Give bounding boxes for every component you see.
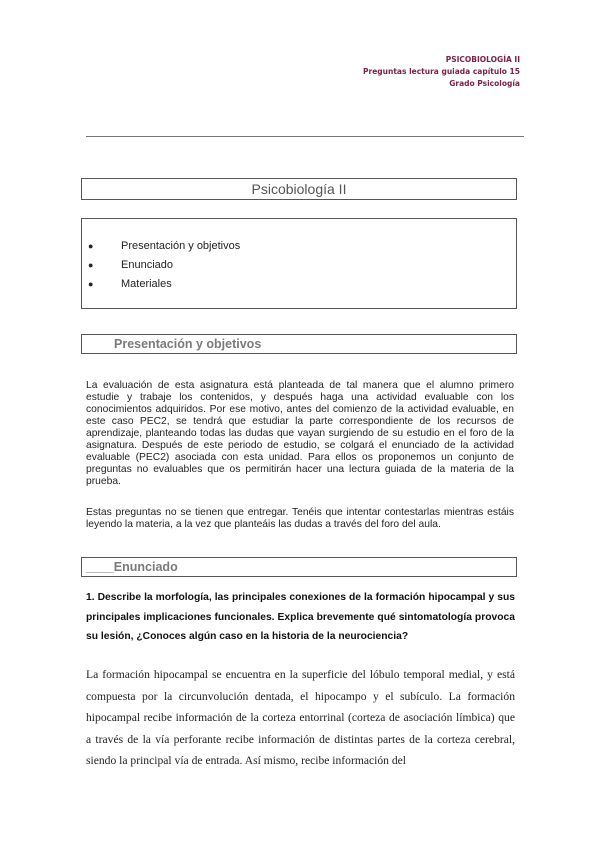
bullet-icon: ●	[88, 241, 94, 251]
question-1: 1. Describe la morfología, las principales conexiones de la formación hipocampal y sus principales implicaciones funcionales. Explica brevemente qué sintomatología provoca su lesión, ¿Conoces algún caso en la historia de la neurociencia?	[86, 592, 515, 642]
toc-item	[88, 275, 240, 294]
bullet-icon: ●	[88, 260, 94, 270]
header-course: PSICOBIOLOGÍA II	[445, 55, 520, 64]
toc-item	[88, 256, 240, 275]
section-heading-presentacion	[81, 334, 517, 354]
toc-item-label: Enunciado	[121, 259, 173, 271]
document-title: Psicobiología II	[81, 178, 517, 200]
header-program: Grado Psicología	[449, 79, 520, 88]
toc-item	[88, 237, 240, 256]
presentacion-paragraph-2: Estas preguntas no se tienen que entregar. Tenéis que intentar contestarlas mientras estáis leyendo la materia, a la vez que planteáis las dudas a través del foro del aula.	[86, 507, 514, 530]
page-header	[363, 54, 520, 90]
toc-item-label: Presentación y objetivos	[121, 240, 241, 252]
section-heading-label: ____Enunciado	[86, 560, 178, 574]
answer-1: La formación hipocampal se encuentra en la superficie del lóbulo temporal medial, y está compuesta por la circunvolución dentada, el hipocampo y el subículo. La formación hipocampal recibe información de la corteza entorrinal (corteza de asociación límbica) que a través de la vía perforante recibe información de distintas partes de la corteza cerebral, siendo la principal vía de entrada. Así mismo, recibe información del	[86, 668, 515, 767]
table-of-contents	[81, 218, 517, 309]
presentacion-paragraph-1: La evaluación de esta asignatura está planteada de tal manera que el alumno primero estudie y trabaje los contenidos, y después haga una actividad evaluable con los conocimientos adquiridos. Por ese motivo, antes del comienzo de la actividad evaluable, en este caso PEC2, se tendrá que estudiar la parte correspondiente de los recursos de aprendizaje, planteando todas las dudas que vayan surgiendo de su estudio en el foro de la asignatura. Después de este periodo de estudio, se colgará el enunciado de la actividad evaluable (PEC2) asociada con esta unidad. Para ellos os proponemos un conjunto de preguntas no evaluables que os permitirán hacer una lectura guiada de la materia de la prueba.	[86, 380, 514, 487]
bullet-icon: ●	[88, 279, 94, 289]
toc-item-label: Materiales	[121, 278, 172, 290]
header-subtitle: Preguntas lectura guiada capítulo 15	[363, 67, 520, 76]
section-heading-label: Presentación y objetivos	[114, 337, 262, 351]
section-heading-enunciado	[81, 557, 517, 577]
header-divider	[86, 136, 524, 137]
